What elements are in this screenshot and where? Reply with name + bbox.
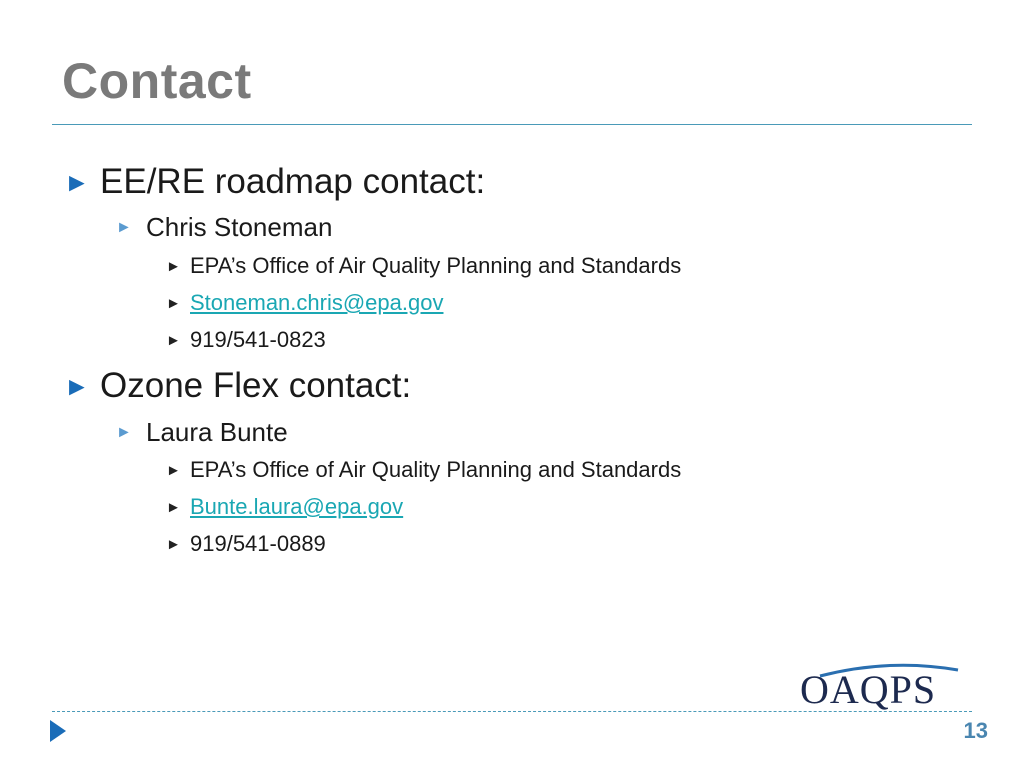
ozone-contact-name: Laura Bunte xyxy=(146,417,288,447)
triangle-bullet-icon: ► xyxy=(64,370,90,401)
triangle-bullet-icon: ► xyxy=(116,423,132,441)
eere-contact-name: Chris Stoneman xyxy=(146,212,333,242)
eere-email-link[interactable]: Stoneman.chris@epa.gov xyxy=(190,290,444,315)
bullet-ozone-email xyxy=(166,494,403,520)
triangle-bullet-icon: ► xyxy=(166,331,181,349)
eere-office-text: EPA’s Office of Air Quality Planning and Standards xyxy=(190,253,682,278)
triangle-bullet-icon: ► xyxy=(166,498,181,516)
bullet-ozone-name xyxy=(116,417,288,448)
triangle-bullet-icon: ► xyxy=(64,166,90,197)
bullet-eere-heading xyxy=(64,162,485,202)
eere-phone-text: 919/541-0823 xyxy=(190,327,326,352)
title-divider xyxy=(52,124,972,125)
triangle-bullet-icon: ► xyxy=(166,535,181,553)
ozone-heading-text: Ozone Flex contact: xyxy=(100,366,412,405)
bullet-ozone-office xyxy=(166,457,681,483)
triangle-bullet-icon: ► xyxy=(166,461,181,479)
triangle-bullet-icon: ► xyxy=(166,257,181,275)
page-number: 13 xyxy=(963,718,988,743)
logo-text: OAQPS xyxy=(800,667,937,712)
oaqps-logo xyxy=(800,660,960,712)
ozone-phone-text: 919/541-0889 xyxy=(190,531,326,556)
bullet-ozone-heading xyxy=(64,366,411,406)
eere-heading-text: EE/RE roadmap contact: xyxy=(100,162,486,201)
bullet-eere-email xyxy=(166,290,443,316)
footer-divider xyxy=(52,711,972,712)
triangle-bullet-icon: ► xyxy=(116,218,132,236)
slide-title: Contact xyxy=(62,53,252,109)
bullet-eere-phone xyxy=(166,327,326,353)
bullet-ozone-phone xyxy=(166,531,326,557)
bullet-eere-name xyxy=(116,212,332,243)
bullet-eere-office xyxy=(166,253,681,279)
next-slide-arrow-icon[interactable] xyxy=(50,720,66,742)
ozone-email-link[interactable]: Bunte.laura@epa.gov xyxy=(190,494,404,519)
ozone-office-text: EPA’s Office of Air Quality Planning and Standards xyxy=(190,457,682,482)
triangle-bullet-icon: ► xyxy=(166,294,181,312)
